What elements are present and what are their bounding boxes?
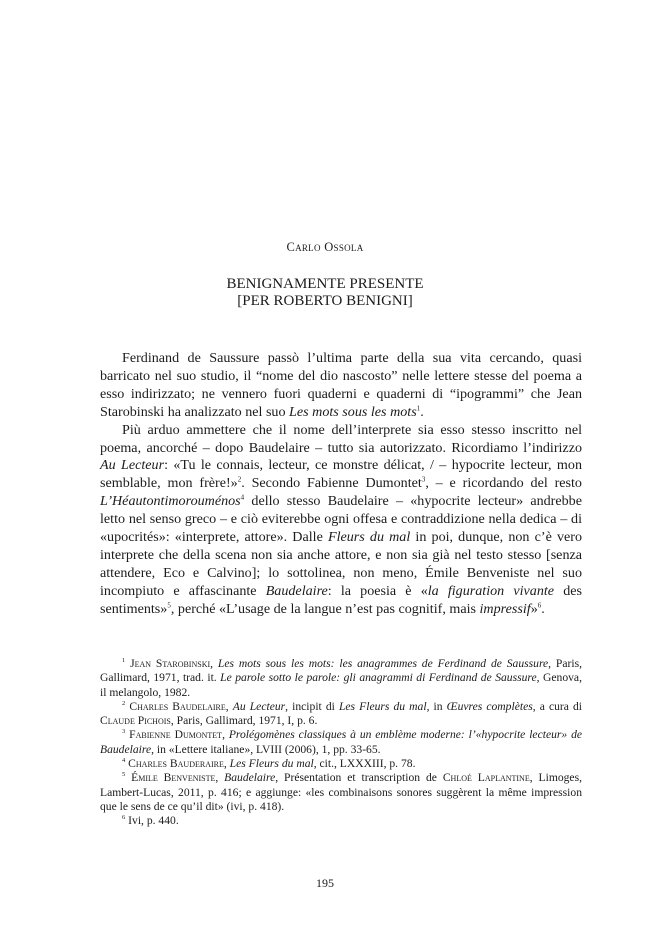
footnote-title: Les mots sous les mots: les anagrammes de Ferdinand de Saussure (217, 657, 549, 670)
footnote-ref[interactable]: 4 (240, 493, 245, 502)
body-text (100, 350, 582, 619)
poem-title: Au Lecteur (100, 457, 165, 474)
footnote-text: , in (426, 699, 447, 713)
footnote-text: , (222, 728, 229, 742)
footnote-text: Ivi, p. 440. (128, 814, 179, 828)
footnote-text: , incipit di (285, 699, 339, 713)
footnote-text: , in «Lettere italiane», LVIII (2006), 1, pp. 33-65. (151, 742, 381, 756)
footnote-ref[interactable]: 5 (167, 601, 171, 609)
footnote-text: , cit., LXXXIII, p. 78. (313, 757, 416, 771)
footnote-ref[interactable]: 2 (237, 475, 242, 484)
chapter-title-line-1: BENIGNAMENTE PRESENTE (226, 276, 424, 292)
chapter-author: Carlo Ossola (286, 240, 364, 254)
book-title: Fleurs du mal (327, 529, 411, 546)
poem-title: L’Héautontimorouménos (100, 493, 241, 510)
chapter-title-line-2: [PER ROBERTO BENIGNI] (237, 293, 413, 309)
footnote-1 (100, 657, 582, 700)
footnote-text: , a cura di (532, 699, 582, 713)
footnote-2 (100, 700, 582, 729)
footnote-title: Les Fleurs du mal (338, 699, 427, 713)
footnote-title: Au Lecteur (232, 699, 286, 713)
paragraph-text: dello stesso Baudelaire – «hypocrite lecteur» andrebbe letto nel senso greco – e ciò eviterebbe ogni offesa e contraddizione nella dedica – di «upocrités»: «interprete, attore». Dalle (100, 493, 582, 546)
footnote-text: , (210, 657, 218, 670)
footnote-number: 3 (122, 728, 126, 736)
paragraph-text: : la poesia è « (327, 582, 428, 599)
footnote-author: Émile Benveniste (131, 771, 216, 785)
page-number: 195 (316, 876, 334, 890)
paragraph-2 (100, 422, 582, 619)
footnote-text: , Genova, il melangolo, 1982. (100, 671, 582, 699)
footnote-author: Jean Starobinski (130, 657, 211, 670)
footnote-ref[interactable]: 1 (416, 404, 421, 413)
footnote-text: , (225, 699, 233, 713)
footnote-author: Charles Bauderaire (128, 757, 224, 771)
footnote-3 (100, 728, 582, 757)
footnote-number: 4 (122, 757, 126, 765)
paragraph-text: . (420, 403, 424, 420)
paragraph-text: : «Tu le connais, lecteur, ce monstre délicat, / – hypocrite lecteur, mon semblable, mon frère!» (100, 457, 582, 492)
footnote-text: , (223, 757, 230, 771)
chapter-title (0, 276, 650, 310)
footnote-5 (100, 771, 582, 814)
footnote-ref[interactable]: 6 (537, 601, 542, 609)
book-title: Baudelaire (265, 582, 328, 599)
paragraph-text: . (541, 600, 545, 617)
paragraph-text: , perché «L’usage de la langue n’est pas cognitif, mais (170, 600, 480, 617)
footnote-title: Œuvres complètes (446, 699, 533, 713)
footnote-text: , (215, 771, 225, 785)
footnote-ref[interactable]: 3 (421, 475, 426, 484)
paragraph-text: des sentiments» (100, 582, 582, 617)
footnote-number: 5 (122, 771, 126, 779)
footnote-number: 6 (122, 814, 126, 822)
paragraph-text: , – e ricordando del resto (425, 475, 582, 492)
footnote-4 (100, 757, 582, 771)
book-title: Les mots sous les mots (289, 403, 417, 420)
paragraph-text: Più arduo ammettere che il nome dell’interprete sia esso stesso inscritto nel poema, ancorché – dopo Baudelaire – tutto sia autorizzato. Ricordiamo l’indirizzo (100, 421, 582, 456)
footnote-title: Le parole sotto le parole: gli anagrammi di Ferdinand de Saussure (220, 671, 537, 685)
footnote-text: , Limoges, Lambert-Lucas, 2011, p. 416; e aggiunge: «les combinaisons sonores suggèrent la même impression que le sens de ce qu’il dit» (ivi, p. 418). (100, 771, 582, 813)
paragraph-text: Ferdinand de Saussure passò l’ultima parte della sua vita cercando, quasi barricato nel suo studio, il “nome del dio nascosto” nelle lettere stesse del poema a esso indirizzato; ne vennero fuori quaderni e quaderni di “ipogrammi” che Jean Starobinski ha analizzato nel suo (100, 350, 582, 420)
quoted-phrase: la figuration vivante (427, 582, 555, 599)
footnote-author: Charles Baudelaire (129, 699, 226, 713)
paragraph-1 (100, 350, 582, 422)
footnote-text: , Présentation et transcription de (275, 771, 443, 785)
footnote-title: Prolégomènes classiques à un emblème moderne: l’«hypocrite lecteur» de Baudelaire (100, 728, 583, 756)
paragraph-text: in poi, dunque, non c’è vero interprete che della scena non sia anche attore, e non sia già nel testo stesso [senza attendere, Eco e Calvino]; lo sottolinea, non meno, Émile Benveniste nel suo incompiuto e affascinante (100, 529, 582, 599)
footnote-number: 1 (122, 657, 126, 665)
footnote-text: , Paris, Gallimard, 1971, trad. it. (100, 657, 582, 685)
footnote-number: 2 (122, 700, 126, 708)
footnotes (100, 657, 582, 829)
quoted-phrase: impressif (479, 600, 531, 617)
footnote-editor: Claude Pichois (100, 714, 171, 728)
paragraph-text: » (530, 600, 538, 617)
footnote-title: Baudelaire (224, 771, 276, 785)
footnote-text: , Paris, Gallimard, 1971, I, p. 6. (170, 714, 318, 728)
paragraph-text: . Secondo Fabienne Dumontet (241, 475, 422, 492)
footnote-title: Les Fleurs du mal (229, 757, 314, 771)
footnote-author: Fabienne Dumontet (129, 728, 223, 742)
footnote-6 (100, 814, 582, 828)
footnote-editor: Chloé Laplantine (442, 771, 530, 785)
